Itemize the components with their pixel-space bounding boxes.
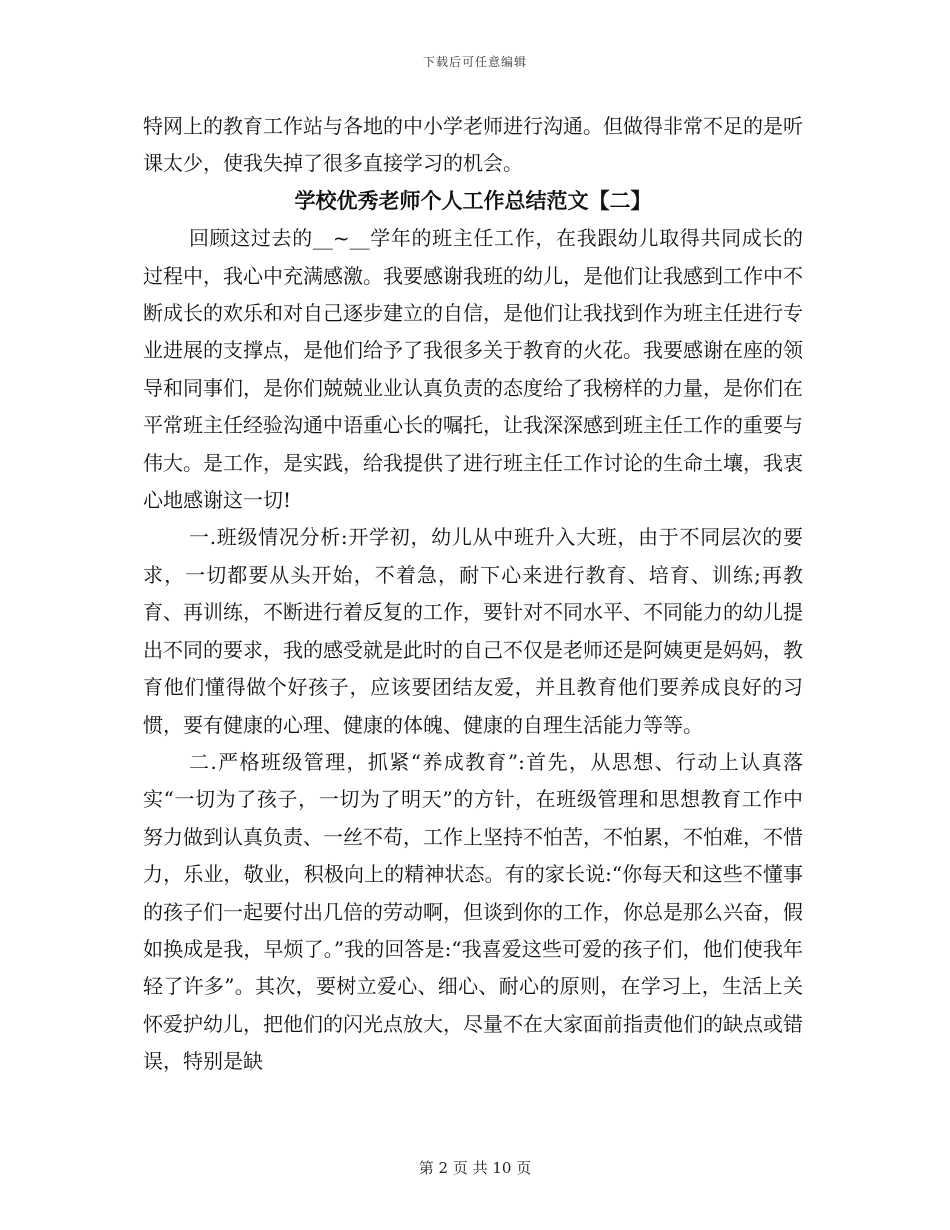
document-body (143, 108, 803, 1081)
page-number: 第 2 页 共 10 页 (418, 1159, 532, 1177)
paragraph-class-analysis: 一.班级情况分析:开学初，幼儿从中班升入大班，由于不同层次的要求，一切都要从头开始，不着急，耐下心来进行教育、培育、训练;再教育、再训练，不断进行着反复的工作，要针对不同水平、不同能力的幼儿提出不同的要求，我的感受就是此时的自己不仅是老师还是阿姨更是妈妈，教育他们懂得做个好孩子，应该要团结友爱，并且教育他们要养成良好的习惯，要有健康的心理、健康的体魄、健康的自理生活能力等等。 (143, 525, 803, 737)
page-header: 下载后可任意编辑 (422, 55, 527, 69)
paragraph-continued: 特网上的教育工作站与各地的中小学老师进行沟通。但做得非常不足的是听课太少，使我失掉了很多直接学习的机会。 (143, 114, 803, 176)
paragraph-class-management: 二.严格班级管理，抓紧“养成教育”:首先，从思想、行动上认真落实“一切为了孩子，一切为了明天”的方针，在班级管理和思想教育工作中努力做到认真负责、一丝不苟，工作上坚持不怕苦，不怕累，不怕难，不惜力，乐业，敬业，积极向上的精神状态。有的家长说:“你每天和这些不懂事的孩子们一起要付出几倍的劳动啊，但谈到你的工作，你总是那么兴奋，假如换成是我，早烦了。”我的回答是:“我喜爱这些可爱的孩子们，他们使我年轻了许多”。其次，要树立爱心、细心、耐心的原则，在学习上，生活上关怀爱护幼儿，把他们的闪光点放大，尽量不在大家面前指责他们的缺点或错误，特别是缺 (143, 749, 803, 1074)
section-heading: 学校优秀老师个人工作总结范文【二】 (294, 188, 652, 213)
paragraph-intro: 回顾这过去的__~__学年的班主任工作，在我跟幼儿取得共同成长的过程中，我心中充满感激。我要感谢我班的幼儿，是他们让我感到工作中不断成长的欢乐和对自己逐步建立的自信，是他们让我找到作为班主任进行专业进展的支撑点，是他们给予了我很多关于教育的火花。我要感谢在座的领导和同事们，是你们兢兢业业认真负责的态度给了我榜样的力量，是你们在平常班主任经验沟通中语重心长的嘱托，让我深深感到班主任工作的重要与伟大。是工作，是实践，给我提供了进行班主任工作讨论的生命土壤，我衷心地感谢这一切! (143, 226, 803, 513)
